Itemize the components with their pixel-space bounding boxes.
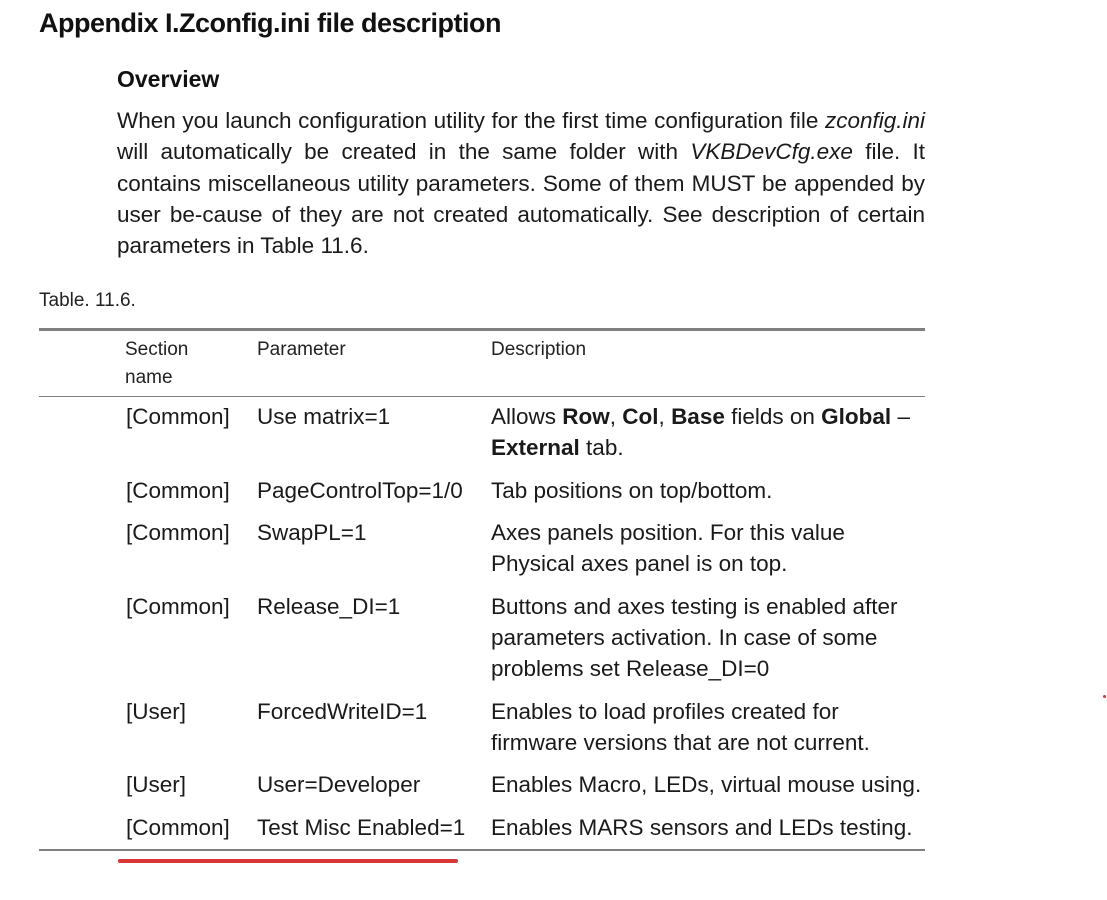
row-parameter: Test Misc Enabled=1 (257, 815, 466, 840)
row-parameter: Release_DI=1 (257, 594, 401, 619)
table-header-rule (39, 396, 925, 397)
table-header-section: Section name (125, 339, 189, 388)
row-parameter: Use matrix=1 (257, 404, 391, 429)
desc-text: tab. (579, 435, 624, 460)
table-bottom-rule (39, 849, 925, 851)
red-underline-annotation (118, 859, 458, 863)
row-description: Axes panels position. For this value Physical axes panel is on top. (491, 520, 845, 576)
desc-text: Allows (491, 404, 563, 429)
table-header-parameter: Parameter (257, 339, 346, 360)
row-section: [Common] (126, 594, 230, 619)
row-description: Buttons and axes testing is enabled after parameters activation. In case of some problems set Release_DI=0 (491, 594, 898, 681)
row-description: Enables MARS sensors and LEDs testing. (491, 815, 913, 840)
desc-text: , (658, 404, 672, 429)
overview-heading: Overview (117, 66, 220, 92)
row-section: [Common] (126, 815, 230, 840)
row-section: [Common] (126, 520, 230, 545)
overview-text-part: will automatically be created in the same folder with (117, 139, 691, 165)
desc-text: , (609, 404, 623, 429)
desc-text: – (891, 404, 910, 429)
row-section: [Common] (126, 404, 230, 429)
overview-filename-exe: VKBDevCfg.exe (690, 139, 853, 165)
desc-bold: External (491, 435, 580, 460)
row-description: Tab positions on top/bottom. (491, 478, 773, 503)
red-dot-annotation (1103, 695, 1106, 698)
table-top-rule (39, 328, 925, 331)
overview-paragraph (117, 105, 925, 261)
desc-bold: Col (622, 404, 659, 429)
desc-bold: Global (821, 404, 892, 429)
row-parameter: ForcedWriteID=1 (257, 699, 428, 724)
overview-text-part: file. It contains miscellaneous utility parameters. Some of them MUST be appended by user be-cause of they are not created automatically. See description of certain parameters in Table 11.6. (117, 139, 925, 259)
table-caption: Table. 11.6. (39, 290, 136, 311)
row-section: [User] (126, 772, 187, 797)
row-parameter: SwapPL=1 (257, 520, 367, 545)
page-heading: Appendix I.Zconfig.ini file description (39, 8, 502, 38)
row-section: [User] (126, 699, 187, 724)
row-description: Enables to load profiles created for firmware versions that are not current. (491, 699, 870, 755)
desc-bold: Base (671, 404, 725, 429)
desc-text: fields on (724, 404, 822, 429)
row-parameter: PageControlTop=1/0 (257, 478, 463, 503)
overview-text-part: When you launch configuration utility for the first time configuration file (117, 108, 825, 133)
table-header-description: Description (491, 339, 587, 360)
row-description (491, 401, 925, 463)
row-section: [Common] (126, 478, 230, 503)
desc-bold: Row (562, 404, 610, 429)
row-description: Enables Macro, LEDs, virtual mouse using. (491, 772, 922, 797)
overview-filename-zconfig: zconfig.ini (824, 108, 925, 133)
row-parameter: User=Developer (257, 772, 421, 797)
